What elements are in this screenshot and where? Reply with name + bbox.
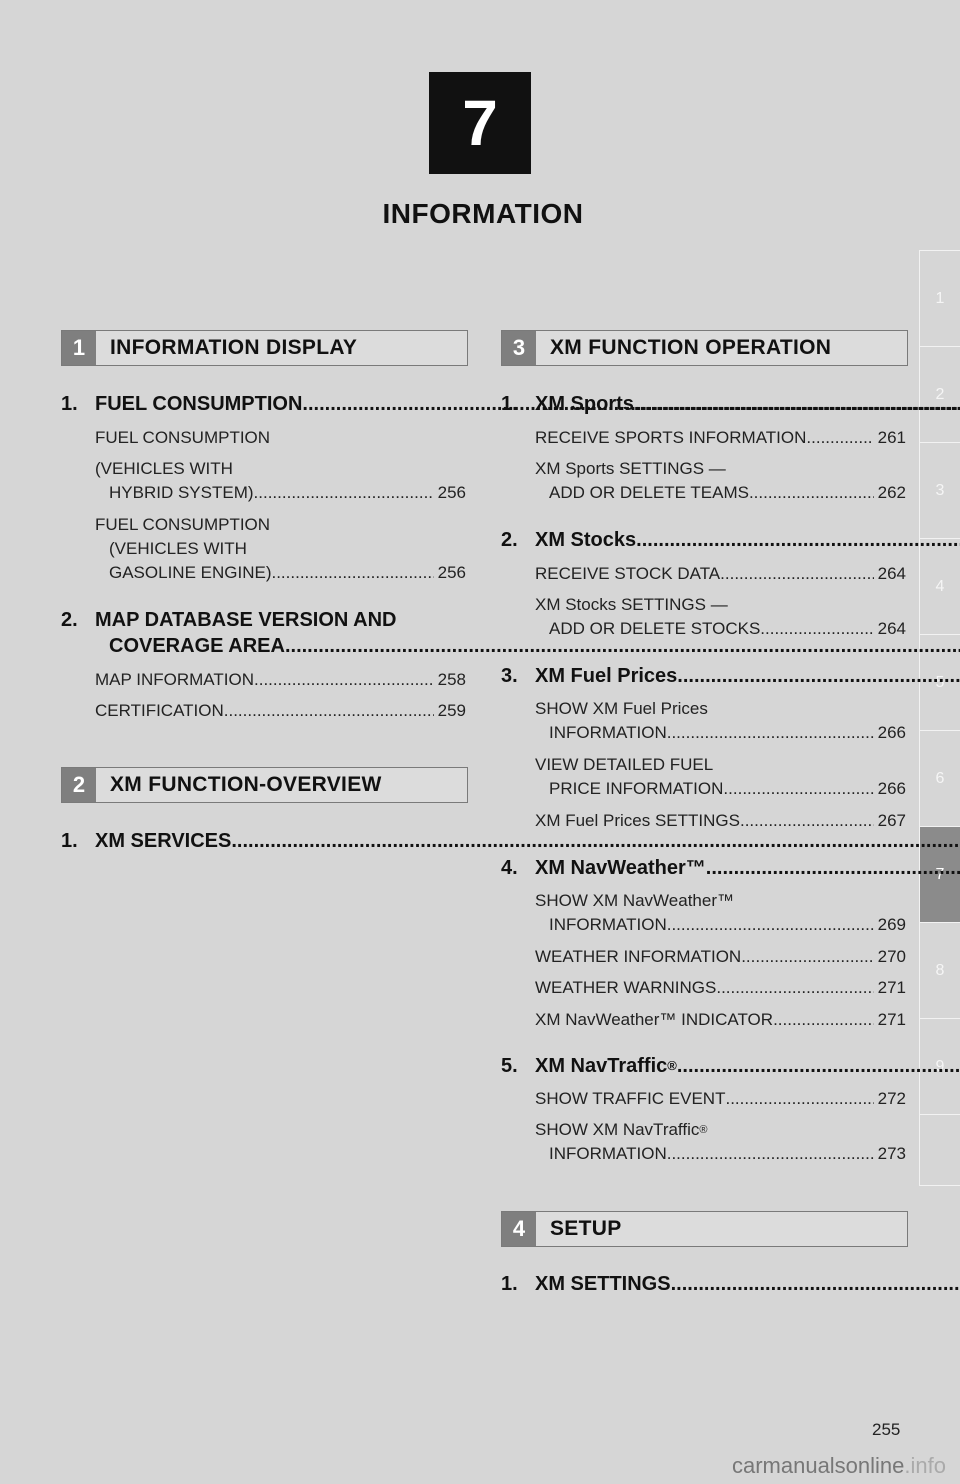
toc-subentry[interactable] (535, 889, 906, 937)
entry-title: XM Stocks (535, 529, 637, 551)
entry-title: XM NavWeather™ (535, 857, 706, 879)
subentry-page: 270 (877, 947, 906, 966)
section-header-1 (61, 330, 468, 366)
section-number: 4 (502, 1212, 536, 1246)
chapter-tab-4[interactable]: 4 (919, 539, 960, 635)
page-number: 255 (872, 1420, 901, 1439)
chapter-number-badge: 7 (429, 72, 531, 174)
toc-subentry[interactable] (535, 753, 906, 801)
subentry-page: 273 (877, 1144, 906, 1163)
section-number: 1 (62, 331, 96, 365)
subentry-title: VIEW DETAILED FUEL (535, 755, 714, 774)
section-title: SETUP (550, 1217, 622, 1240)
subentry-title: RECEIVE SPORTS INFORMATION (535, 428, 807, 447)
subentry-title: (VEHICLES WITH (95, 459, 233, 478)
entry-number: 1. (61, 393, 78, 415)
entry-number: 1. (501, 1273, 518, 1295)
section-header-4 (501, 1211, 908, 1247)
entry-title-cont: COVERAGE AREA (109, 635, 285, 657)
subentry-page: 261 (877, 428, 906, 447)
entry-title: XM Sports (535, 393, 634, 415)
toc-subentry[interactable] (95, 668, 466, 692)
subentry-title: XM NavWeather™ INDICATOR (535, 1010, 774, 1029)
subentry-title-cont: GASOLINE ENGINE) (109, 563, 272, 582)
chapter-tab-3[interactable]: 3 (919, 443, 960, 539)
section-number: 3 (502, 331, 536, 365)
registered-mark: ® (699, 1124, 708, 1136)
chapter-tab-1[interactable]: 1 (919, 250, 960, 347)
toc-subentry[interactable] (535, 1087, 906, 1111)
chapter-tab-2[interactable]: 2 (919, 347, 960, 443)
subentry-title-cont: ADD OR DELETE TEAMS (549, 483, 749, 502)
section-number: 2 (62, 768, 96, 802)
subentry-page: 259 (437, 701, 466, 720)
subentry-title: WEATHER INFORMATION (535, 947, 742, 966)
subentry-page: 262 (877, 483, 906, 502)
subentry-title: SHOW XM Fuel Prices (535, 699, 708, 718)
entry-number: 5. (501, 1055, 518, 1077)
toc-subentry[interactable] (535, 593, 906, 641)
toc-subentry[interactable] (535, 426, 906, 450)
subentry-title: XM Fuel Prices SETTINGS (535, 811, 740, 830)
entry-number: 2. (61, 609, 78, 631)
subentry-page: 271 (877, 978, 906, 997)
toc-subentry[interactable] (535, 945, 906, 969)
subentry-title-cont: INFORMATION (549, 723, 667, 742)
subentry-title-cont: ADD OR DELETE STOCKS (549, 619, 761, 638)
registered-mark: ® (667, 1058, 677, 1073)
toc-entry-xm-sports[interactable] (501, 391, 906, 417)
subentry-page: 266 (877, 723, 906, 742)
toc-subentry[interactable] (535, 457, 906, 505)
toc-entry-xm-stocks[interactable] (501, 527, 906, 553)
entry-number: 2. (501, 529, 518, 551)
subentry-title-cont: INFORMATION (549, 1144, 667, 1163)
subentry-page: 256 (437, 563, 466, 582)
section-header-2 (61, 767, 468, 803)
subentry-title: SHOW TRAFFIC EVENT (535, 1089, 726, 1108)
subentry-title-cont: (VEHICLES WITH (109, 539, 247, 558)
watermark-main: carmanualsonline (731, 1453, 905, 1478)
subentry-title: SHOW XM NavWeather™ (535, 891, 735, 910)
section-title: INFORMATION DISPLAY (110, 336, 358, 359)
toc-subentry[interactable] (535, 562, 906, 586)
entry-number: 1. (501, 393, 518, 415)
subentry-title-cont: INFORMATION (549, 915, 667, 934)
subentry-page: 256 (437, 483, 466, 502)
subentry-page: 258 (437, 670, 466, 689)
subentry-title: SHOW XM NavTraffic (535, 1120, 700, 1139)
toc-subentry[interactable] (95, 426, 466, 450)
toc-entry-map-database[interactable] (61, 607, 466, 659)
watermark (0, 1448, 960, 1484)
subentry-title: XM Sports SETTINGS — (535, 459, 726, 478)
toc-subentry[interactable] (535, 976, 906, 1000)
subentry-title-cont: HYBRID SYSTEM) (109, 483, 254, 502)
chapter-tab-blank (919, 1115, 960, 1186)
entry-title: XM Fuel Prices (535, 665, 678, 687)
toc-entry-xm-services[interactable] (61, 828, 466, 854)
toc-entry-xm-fuel-prices[interactable] (501, 663, 906, 689)
entry-title: FUEL CONSUMPTION (95, 393, 303, 415)
subentry-title-cont: PRICE INFORMATION (549, 779, 724, 798)
chapter-tab-5[interactable]: 5 (919, 635, 960, 731)
entry-number: 4. (501, 857, 518, 879)
subentry-page: 267 (877, 811, 906, 830)
toc-subentry[interactable] (535, 1008, 906, 1032)
toc-subentry[interactable] (95, 699, 466, 723)
entry-title: XM SERVICES (95, 830, 232, 852)
chapter-tab-6[interactable]: 6 (919, 731, 960, 827)
entry-number: 1. (61, 830, 78, 852)
subentry-title: CERTIFICATION (95, 701, 224, 720)
toc-entry-xm-settings[interactable] (501, 1271, 906, 1297)
chapter-tab-9[interactable]: 9 (919, 1019, 960, 1115)
entry-title: XM NavTraffic (535, 1055, 668, 1077)
subentry-page: 264 (877, 564, 906, 583)
chapter-title: INFORMATION (382, 198, 584, 229)
toc-subentry[interactable] (95, 513, 466, 585)
entry-title: MAP DATABASE VERSION AND (95, 609, 397, 631)
entry-title: XM SETTINGS (535, 1273, 671, 1295)
toc-subentry[interactable] (535, 1118, 906, 1166)
toc-subentry[interactable] (95, 457, 466, 505)
subentry-page: 264 (877, 619, 906, 638)
subentry-page: 266 (877, 779, 906, 798)
subentry-title: RECEIVE STOCK DATA (535, 564, 721, 583)
chapter-tab-7[interactable]: 7 (919, 827, 960, 923)
entry-number: 3. (501, 665, 518, 687)
toc-entry-fuel-consumption[interactable] (61, 391, 466, 417)
subentry-title: FUEL CONSUMPTION (95, 515, 271, 534)
section-title: XM FUNCTION-OVERVIEW (110, 773, 382, 796)
toc-subentry[interactable] (535, 697, 906, 745)
section-title: XM FUNCTION OPERATION (550, 336, 832, 359)
subentry-page: 271 (877, 1010, 906, 1029)
subentry-title: WEATHER WARNINGS (535, 978, 717, 997)
toc-entry-xm-navweather[interactable] (501, 855, 906, 881)
subentry-title: FUEL CONSUMPTION (95, 428, 271, 447)
chapter-tab-8[interactable]: 8 (919, 923, 960, 1019)
toc-subentry[interactable] (535, 809, 906, 833)
subentry-page: 272 (877, 1089, 906, 1108)
section-header-3 (501, 330, 908, 366)
subentry-page: 269 (877, 915, 906, 934)
subentry-title: XM Stocks SETTINGS — (535, 595, 728, 614)
toc-entry-xm-navtraffic[interactable] (501, 1053, 906, 1079)
subentry-title: MAP INFORMATION (95, 670, 254, 689)
watermark-tld: .info (904, 1453, 946, 1478)
